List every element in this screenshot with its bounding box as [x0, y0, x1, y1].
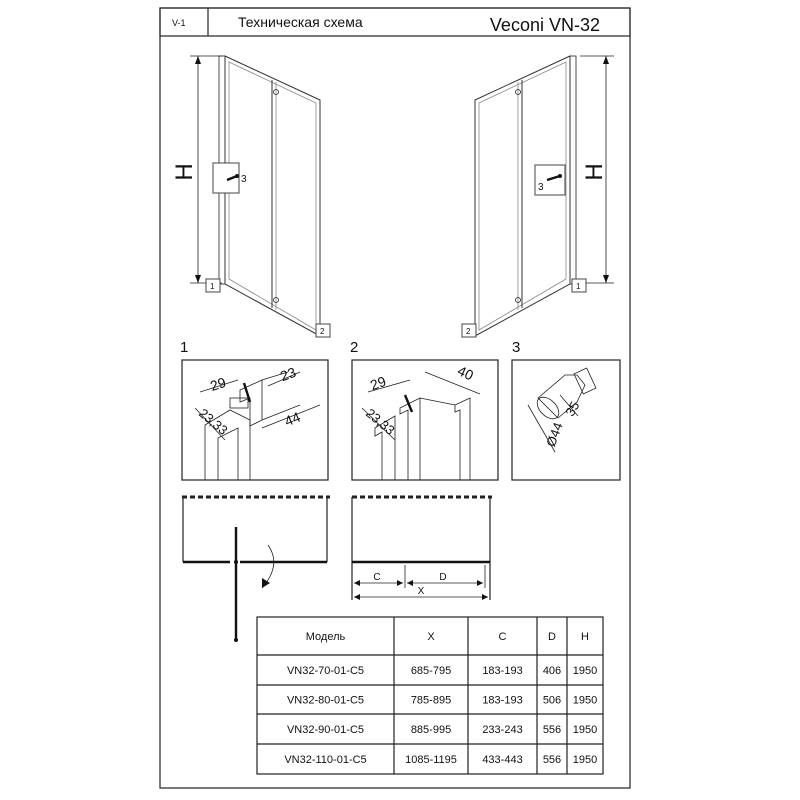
title-block	[160, 8, 630, 36]
table-cell: 233-243	[482, 724, 523, 736]
callout-2-left-label: 2	[320, 327, 325, 336]
plan-dimensions	[352, 497, 492, 600]
table-header-cell: H	[581, 631, 589, 643]
plan-swing	[182, 497, 330, 642]
table-cell: VN32-90-01-C5	[286, 724, 365, 736]
table-cell: 685-795	[410, 665, 452, 677]
table-cell: 556	[542, 754, 562, 766]
table-header-cell: X	[427, 631, 435, 643]
table-cell: 885-995	[410, 724, 452, 736]
detail-2-dim-c: 23,33	[363, 405, 398, 438]
table-cell: 506	[542, 694, 562, 707]
table-cell: 1950	[572, 665, 598, 677]
table-cell: 1950	[572, 754, 598, 766]
detail-1-dim-a: 29	[208, 373, 228, 395]
elevation-left	[171, 56, 330, 337]
table-cell: 183-193	[482, 694, 523, 707]
table-cell: VN32-70-01-C5	[286, 665, 365, 677]
table-cell: 406	[542, 665, 562, 677]
height-label-left: H	[171, 163, 198, 181]
callout-3-right-label: 3	[538, 182, 544, 193]
callout-1-right-label: 1	[576, 282, 581, 291]
table-cell: 433-443	[482, 754, 523, 766]
height-label-right: H	[581, 163, 608, 181]
table-cell: 556	[542, 724, 562, 736]
detail-2-dim-a: 29	[367, 372, 389, 394]
table-cell: 183-193	[482, 665, 523, 677]
detail-3-dim-a: 35	[562, 398, 583, 419]
detail-3-number: 3	[512, 339, 521, 356]
detail-1	[180, 339, 328, 480]
detail-1-dim-b: 23	[277, 363, 299, 385]
callout-3-left-label: 3	[241, 174, 247, 185]
detail-1-dim-c: 23,33	[196, 405, 231, 438]
detail-1-number: 1	[180, 339, 189, 356]
table-cell: VN32-80-01-C5	[286, 694, 365, 707]
model-name: Veconi VN-32	[489, 15, 600, 35]
detail-2-number: 2	[350, 339, 359, 356]
detail-1-dim-d: 44	[282, 408, 303, 430]
detail-3	[512, 339, 620, 480]
table-cell: 1950	[572, 724, 598, 736]
table-cell: VN32-110-01-C5	[284, 754, 367, 766]
table-header-cell: D	[548, 631, 556, 643]
dim-d-label: D	[439, 572, 447, 583]
table-cell: 785-895	[410, 694, 452, 707]
elevation-right	[462, 56, 614, 337]
callout-2-right-label: 2	[466, 327, 471, 336]
dim-c-label: C	[373, 572, 381, 583]
sheet-code: V-1	[172, 18, 186, 28]
table-header-cell: Модель	[305, 631, 346, 643]
size-table	[257, 617, 603, 774]
table-cell: 1085-1195	[405, 754, 457, 766]
detail-3-dim-b: Ø44	[543, 420, 566, 449]
table-cell: 1950	[572, 694, 598, 707]
table-header-cell: C	[498, 631, 507, 643]
dim-x-label: X	[417, 586, 425, 597]
callout-1-left-label: 1	[210, 282, 215, 291]
detail-2-dim-b: 40	[455, 362, 477, 384]
detail-2	[350, 339, 498, 480]
sheet-title: Техническая схема	[238, 14, 363, 30]
